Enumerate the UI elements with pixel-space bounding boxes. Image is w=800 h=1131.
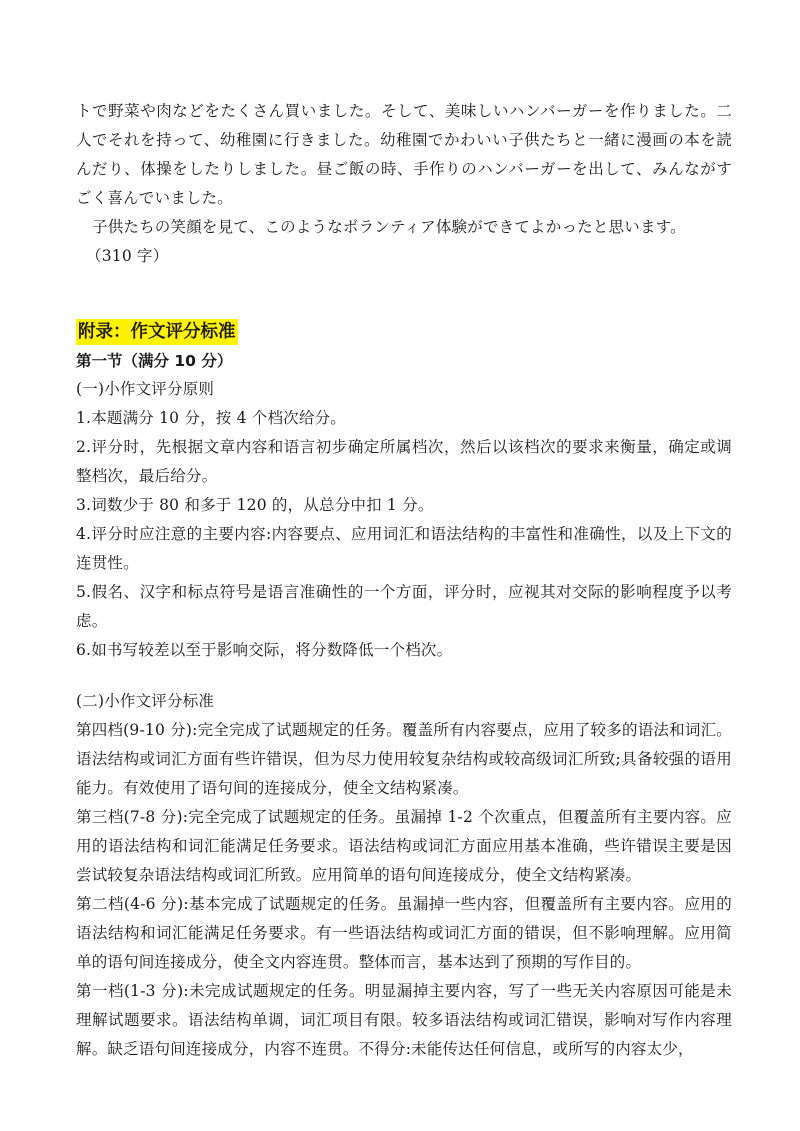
essay-paragraph: トで野菜や肉などをたくさん買いました。そして、美味しいハンバーガーを作りました。二人でそれを持って、幼稚園に行きました。幼稚園でかわいい子供たちと一緒に漫画の本を読んだり、体操をしたりしました。昼ご飯の時、手作りのハンバーガーを出して、みんながすごく喜んでいました。	[76, 102, 732, 207]
standards-heading: (二)小作文评分标准	[76, 692, 215, 710]
principle-item: 2.评分时，先根据文章内容和语言初步确定所属档次，然后以该档次的要求来衡量，确定或调整档次，最后给分。	[76, 438, 732, 485]
principles-heading: (一)小作文评分原则	[76, 380, 215, 398]
document-page	[76, 97, 732, 1064]
principle-item: 6.如书写较差以至于影响交际，将分数降低一个档次。	[76, 641, 453, 659]
section-title: 第一节（满分 10 分）	[76, 352, 233, 370]
standard-item: 第三档(7-8 分):完全完成了试题规定的任务。虽漏掉 1-2 个次重点，但覆盖所有主要内容。应用的语法结构和词汇能满足任务要求。语法结构或词汇方面应用基本准确，些许错误主要是因尝试较复杂语法结构或词汇所致。应用简单的语句间连接成分，使全文结构紧凑。	[76, 808, 732, 884]
standard-item: 第二档(4-6 分):基本完成了试题规定的任务。虽漏掉一些内容，但覆盖所有主要内容。应用的语法结构和词汇能满足任务要求。有一些语法结构或词汇方面的错误，但不影响理解。应用简单的语句间连接成分，使全文内容连贯。整体而言，基本达到了预期的写作目的。	[76, 895, 732, 971]
essay-paragraph: 子供たちの笑顔を見て、このようなボランティア体験ができてよかったと思います。	[92, 218, 686, 236]
appendix-title: 附录：作文评分标准	[76, 319, 238, 345]
word-count: （310 字）	[86, 247, 169, 265]
appendix-section	[76, 319, 732, 1064]
essay-section	[76, 97, 732, 271]
principle-item: 1.本题满分 10 分，按 4 个档次给分。	[76, 409, 346, 427]
principle-item: 5.假名、汉字和标点符号是语言准确性的一个方面，评分时，应视其对交际的影响程度予以考虑。	[76, 583, 732, 630]
standard-item: 第一档(1-3 分):未完成试题规定的任务。明显漏掉主要内容，写了一些无关内容原因可能是未理解试题要求。语法结构单调，词汇项目有限。较多语法结构或词汇错误，影响对写作内容理解。缺乏语句间连接成分，内容不连贯。不得分:未能传达任何信息，或所写的内容太少，	[76, 982, 732, 1058]
principle-item: 3.词数少于 80 和多于 120 的，从总分中扣 1 分。	[76, 496, 434, 514]
standard-item: 第四档(9-10 分):完全完成了试题规定的任务。覆盖所有内容要点，应用了较多的语法和词汇。语法结构或词汇方面有些许错误，但为尽力使用较复杂结构或较高级词汇所致;具备较强的语用能力。有效使用了语句间的连接成分，使全文结构紧凑。	[76, 721, 732, 797]
principle-item: 4.评分时应注意的主要内容:内容要点、应用词汇和语法结构的丰富性和准确性，以及上下文的连贯性。	[76, 525, 732, 572]
